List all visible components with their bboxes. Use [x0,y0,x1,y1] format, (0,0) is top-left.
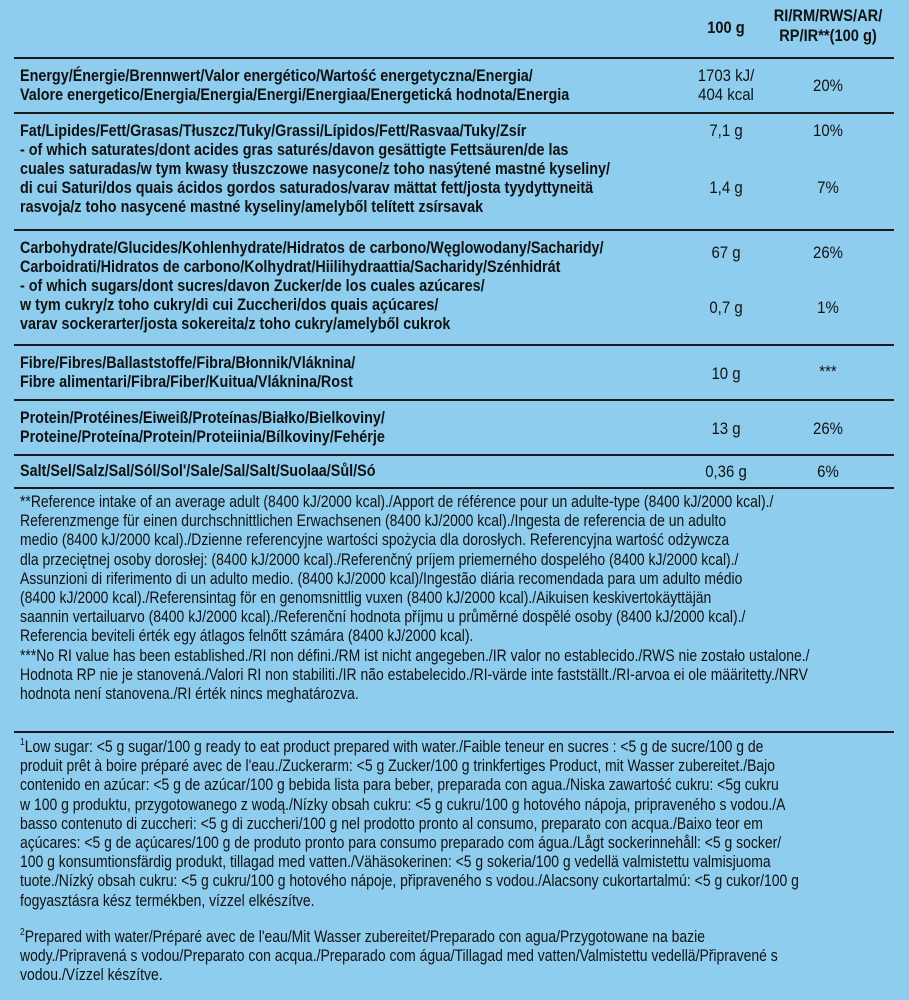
footnote-line: açúcares: <5 g de açúcares/100 g de produto pronto para consumo preparado com água./Lågt sockerinnehåll: <5 g socker/ [20,834,782,853]
footnote-line: produit prêt à boire préparé avec de l'eau./Zuckerarm: <5 g Zucker/100 g trinkfertiges Product, mit Wasser zubereitet./Bajo [20,757,776,776]
footnote-line: medio (8400 kJ/2000 kcal)./Dzienne referencyjne wartości spożycia dla dorosłych. Referencyjna wartość odżywcza [20,531,730,550]
label-line: Salt/Sel/Salz/Sal/Sól/Sol'/Sale/Sal/Salt/Suolaa/Sůl/Só [20,461,376,480]
footnote-line: **Reference intake of an average adult (8400 kJ/2000 kcal)./Apport de référence pour un adulte-type (8400 kJ/2000 kcal)./ [20,493,774,511]
footnote-line [20,738,899,757]
nutrient-label [20,121,696,216]
footnote-line: vodou./Vízzel készítve. [20,966,163,985]
footnote-line: (8400 kJ/2000 kcal)./Referensintag för en genomsnittlig vuxen (8400 kJ/2000 kcal)./Aikuisen keskivertokäyttäjän [20,589,712,608]
footnote-line: saannin vertailuarvo (8400 kJ/2000 kcal)./Referenční hodnota příjmu u průměrné dospělé osoby (8400 kJ/2000 kcal)./ [20,608,746,627]
header-ri-line1: RI/RM/RWS/AR/ [773,6,883,25]
label-line: Valore energetico/Energia/Energia/Energi/Energiaa/Energetická hodnota/Energia [20,85,570,104]
nutrient-label [20,408,696,446]
divider [14,57,894,59]
nutrient-value: 13 g [711,419,741,438]
footnote-line: tuote./Nízký obsah cukru: <5 g cukru/100 g hotového nápoje, připraveného s vodou./Alacsony cukortartalmú: <5 g cukor/100 g [20,872,799,891]
footnote-low-sugar [20,738,899,911]
footnote-line: fogyasztásra kész termékben, vízzel elkészítve. [20,891,315,910]
nutrient-label [20,461,696,480]
nutrient-ri: 26% [813,243,843,262]
footnote-line: basso contenuto di zuccheri: <5 g di zuccheri/100 g nel prodotto pronto al consumo, preparato con acqua./Baixo teor em [20,814,763,833]
divider [14,731,894,733]
footnote-line: w 100 g produktu, przygotowanego z wodą./Nízky obsah cukru: <5 g cukru/100 g hotového nápoja, pripraveného s vodou./A [20,795,786,814]
footnote-marker: 1 [20,737,25,748]
nutrient-ri: 20% [813,76,843,95]
footnote-line: wody./Pripravená s vodou/Preparato con acqua./Preparado com água/Tillagad med vatten/Valmistettu vedellä/Připravené s [20,947,778,966]
nutrient-ri: 26% [813,419,843,438]
nutrient-value: 0,7 g [709,298,743,317]
label-line: cuales saturadas/w tym kwasy tłuszczowe nasycone/z toho nasýtené mastné kyseliny/ [20,159,611,178]
divider [14,344,894,346]
footnote-text: Prepared with water/Préparé avec de l'eau/Mit Wasser zubereitet/Preparado con agua/Przygotowane na bazie [24,928,705,946]
footnote-line: 100 g konsumtionsfärdig produkt, tillagad med vatten./Vähäsokerinen: <5 g sokeria/100 g vedellä valmistettu valmisjuoma [20,853,771,872]
footnote-line: hodnota není stanovena./RI érték nincs meghatározva. [20,685,359,704]
nutrient-value: 67 g [711,243,741,262]
nutrient-value: 0,36 g [705,462,747,481]
nutrient-value: 10 g [711,364,741,383]
label-line: varav sockerarter/josta sokereita/z toho cukry/amelyből cukrok [20,314,451,333]
label-line: Proteine/Proteína/Protein/Proteiinia/Bílkoviny/Fehérje [20,427,385,446]
label-line: Carbohydrate/Glucides/Kohlenhydrate/Hidratos de carbono/Węglowodany/Sacharidy/ [20,238,604,257]
footnote-line: Referenzmenge für einen durchschnittlichen Erwachsenen (8400 kJ/2000 kcal)./Ingesta de referencia de un adulto [20,512,727,531]
label-line: Fat/Lipides/Fett/Grasas/Tłuszcz/Tuky/Grassi/Lípidos/Fett/Rasvaa/Tuky/Zsír [20,121,527,140]
footnote-line: dla przeciętnej osoby dorosłej: (8400 kJ/2000 kcal)./Referenčný príjem priemerného dospelého (8400 kJ/2000 kcal)./ [20,550,739,569]
nutrient-value: 1,4 g [709,178,743,197]
footnote-line [20,928,899,947]
nutrient-label [20,238,696,333]
footnote-line: Assunzioni di riferimento di un adulto medio. (8400 kJ/2000 kcal)/Ingestão diária recomendada para um adulto médio [20,569,743,588]
nutrient-label [20,353,696,391]
divider [14,487,894,489]
nutrient-ri: 10% [813,121,843,140]
label-line: w tym cukry/z toho cukry/di cui Zuccheri/dos quais açúcares/ [20,295,439,314]
label-line: di cui Saturi/dos quais ácidos gordos saturados/varav mättat fett/josta tyydyttyneitä [20,178,594,197]
nutrient-ri: 1% [817,298,839,317]
label-line: Fibre alimentari/Fibra/Fiber/Kuitua/Vláknina/Rost [20,372,353,391]
divider [14,112,894,114]
divider [14,229,894,231]
footnote-marker: 2 [20,927,25,938]
nutrient-ri: 7% [817,178,839,197]
footnote-prepared-with-water [20,928,899,986]
value-line: 404 kcal [698,85,754,104]
footnote-text: Low sugar: <5 g sugar/100 g ready to eat product prepared with water./Faible teneur en sucres : <5 g de sucre/100 g de [24,738,764,756]
footnote-line: ***No RI value has been established./RI non défini./RM ist nicht angegeben./IR valor no establecido./RWS nie zostało ustalone./ [20,646,810,665]
nutrient-value [691,66,761,104]
header-ri [759,6,897,46]
footnote-line: Hodnota RP nie je stanovená./Valori RI non stabiliti./IR não estabelecido./RI-värde inte fastställt./RI-arvoa ei ole määritetty./NRV [20,665,808,684]
nutrient-label [20,66,696,104]
header-100g: 100 g [707,18,745,37]
label-line: - of which saturates/dont acides gras saturés/davon gesättigte Fettsäuren/de las [20,140,569,159]
value-line: 1703 kJ/ [697,66,755,85]
divider [14,454,894,456]
label-line: Protein/Protéines/Eiweiß/Proteínas/Białko/Bielkoviny/ [20,408,385,427]
footnote-line: Referencia beviteli érték egy átlagos felnőtt számára (8400 kJ/2000 kcal). [20,627,474,646]
footnote-line: contenido en azúcar: <5 g de azúcar/100 g bebida lista para beber, preparada con agua./Niska zawartość cukru: <5g cukru [20,776,779,795]
divider [14,399,894,401]
label-line: rasvoja/z toho nasycené mastné kyseliny/amelyből telített zsírsavak [20,197,484,216]
nutrient-ri: 6% [817,462,839,481]
footnote-reference-intake [20,493,899,704]
header-ri-line2: RP/IR**(100 g) [779,26,877,45]
nutrient-ri: *** [819,362,837,381]
label-line: Carboidrati/Hidratos de carbono/Kolhydrat/Hiilihydraattia/Sacharidy/Szénhidrát [20,257,561,276]
label-line: Fibre/Fibres/Ballaststoffe/Fibra/Błonnik/Vláknina/ [20,353,356,372]
table-header [0,0,909,55]
nutrient-value: 7,1 g [709,121,743,140]
label-line: - of which sugars/dont sucres/davon Zucker/de los cuales azúcares/ [20,276,485,295]
label-line: Energy/Énergie/Brennwert/Valor energético/Wartość energetyczna/Energia/ [20,66,533,85]
